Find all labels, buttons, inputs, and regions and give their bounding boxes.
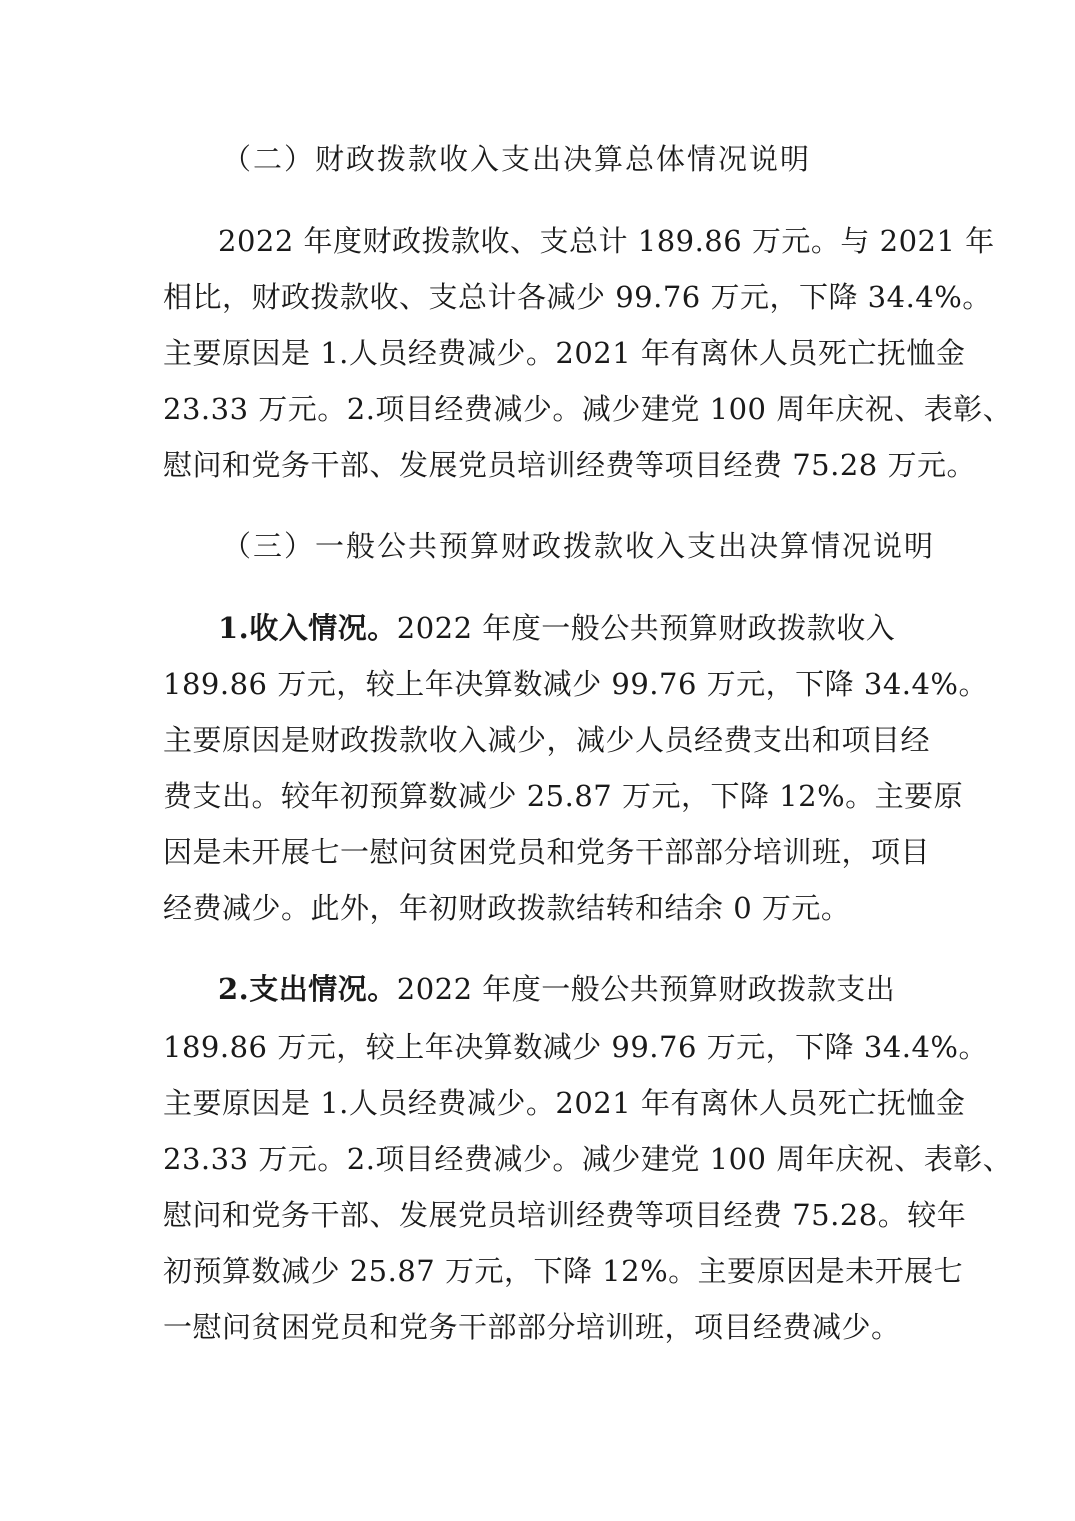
paragraph-line: 2022 年度财政拨款收、支总计 189.86 万元。与 2021 年 xyxy=(218,224,995,258)
paragraph-line: 主要原因是 1.人员经费减少。2021 年有离休人员死亡抚恤金 xyxy=(163,336,966,370)
paragraph-line: 主要原因是财政拨款收入减少，减少人员经费支出和项目经 xyxy=(163,723,931,757)
paragraph-line: 189.86 万元，较上年决算数减少 99.76 万元，下降 34.4%。 xyxy=(163,667,988,701)
paragraph-line xyxy=(218,600,895,656)
paragraph-line: 主要原因是 1.人员经费减少。2021 年有离休人员死亡抚恤金 xyxy=(163,1086,966,1120)
paragraph-line: 因是未开展七一慰问贫困党员和党务干部部分培训班，项目 xyxy=(163,835,931,869)
paragraph-line: 经费减少。此外，年初财政拨款结转和结余 0 万元。 xyxy=(163,891,851,925)
paragraph-line: 23.33 万元。2.项目经费减少。减少建党 100 周年庆祝、表彰、 xyxy=(163,392,1013,426)
paragraph-line: 慰问和党务干部、发展党员培训经费等项目经费 75.28 万元。 xyxy=(163,448,976,482)
paragraph-line: 慰问和党务干部、发展党员培训经费等项目经费 75.28。较年 xyxy=(163,1198,967,1232)
paragraph-line: 初预算数减少 25.87 万元，下降 12%。主要原因是未开展七 xyxy=(163,1254,964,1288)
paragraph-line xyxy=(218,961,895,1017)
paragraph-line: 费支出。较年初预算数减少 25.87 万元，下降 12%。主要原 xyxy=(163,779,964,813)
section-heading: （三）一般公共预算财政拨款收入支出决算情况说明 xyxy=(222,529,936,563)
subsection-label: 2.支出情况。 xyxy=(218,972,397,1006)
paragraph-text: 2022 年度一般公共预算财政拨款支出 xyxy=(396,972,896,1006)
paragraph-line: 相比，财政拨款收、支总计各减少 99.76 万元，下降 34.4%。 xyxy=(163,280,992,314)
subsection-label: 1.收入情况。 xyxy=(218,611,397,645)
paragraph-line: 23.33 万元。2.项目经费减少。减少建党 100 周年庆祝、表彰、 xyxy=(163,1142,1013,1176)
paragraph-text: 2022 年度一般公共预算财政拨款收入 xyxy=(396,611,896,645)
section-heading: （二）财政拨款收入支出决算总体情况说明 xyxy=(222,142,812,176)
paragraph-line: 189.86 万元，较上年决算数减少 99.76 万元，下降 34.4%。 xyxy=(163,1030,988,1064)
paragraph-line: 一慰问贫困党员和党务干部部分培训班，项目经费减少。 xyxy=(163,1310,901,1344)
